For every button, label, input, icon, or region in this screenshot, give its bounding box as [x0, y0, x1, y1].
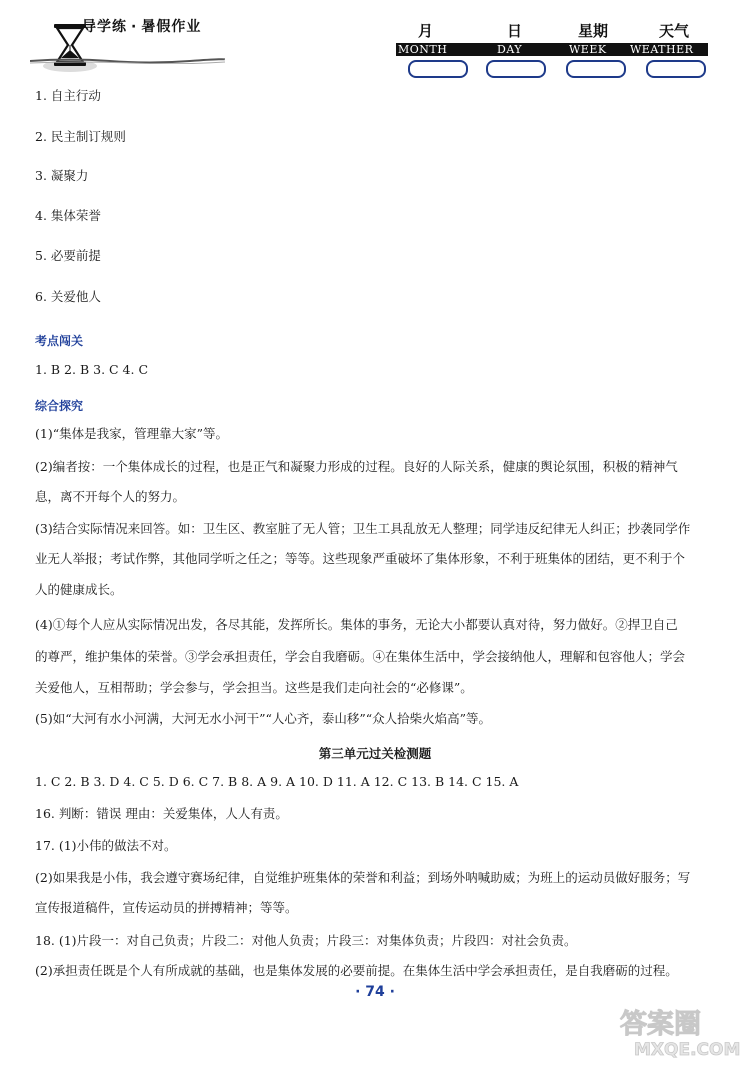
list-item: 3. 凝聚力	[35, 168, 89, 183]
answer-line: 宣传报道稿件，宣传运动员的拼搏精神；等等。	[35, 900, 298, 915]
brand-underline	[30, 58, 225, 64]
date-week-box[interactable]	[566, 60, 626, 78]
answer-line: 1. B 2. B 3. C 4. C	[35, 362, 149, 377]
date-month-box[interactable]	[408, 60, 468, 78]
answer-line: (3)结合实际情况来回答。如：卫生区、教室脏了无人管；卫生工具乱放无人整理；同学违反纪律无人纠正；抄袭同学作	[35, 521, 691, 536]
date-weather-label: 天气	[659, 22, 690, 40]
section-heading-kaodian: 考点闯关	[35, 334, 84, 348]
brand-separator: ·	[131, 19, 138, 35]
list-item: 1. 自主行动	[35, 88, 101, 103]
brand-name: 导学练	[82, 19, 127, 35]
date-day-english: DAY	[497, 43, 523, 56]
answer-line: 18. (1)片段一：对自己负责；片段二：对他人负责；片段三：对集体负责；片段四：对社会负责。	[35, 933, 577, 948]
answer-line: 关爱他人，互相帮助；学会参与，学会担当。这些是我们走向社会的“必修课”。	[35, 680, 473, 695]
date-weather-box[interactable]	[646, 60, 706, 78]
answer-line: (2)编者按：一个集体成长的过程，也是正气和凝聚力形成的过程。良好的人际关系，健康的舆论氛围，积极的精神气	[35, 459, 678, 474]
date-month-english: MONTH	[398, 43, 448, 56]
date-month-label: 月	[418, 22, 434, 40]
answer-line: 人的健康成长。	[35, 582, 123, 597]
answer-line: (5)如“大河有水小河满，大河无水小河干”“人心齐，泰山移”“众人拾柴火焰高”等。	[35, 711, 492, 726]
page-number: · 74 ·	[355, 984, 395, 1000]
date-day-label: 日	[507, 22, 523, 40]
answer-line: (4)①每个人应从实际情况出发，各尽其能，发挥所长。集体的事务，无论大小都要认真对待，努力做好。②捍卫自己	[35, 617, 678, 632]
list-item: 4. 集体荣誉	[35, 208, 101, 223]
answer-line: 1. C 2. B 3. D 4. C 5. D 6. C 7. B 8. A 9. A 10. D 11. A 12. C 13. B 14. C 15. A	[35, 774, 519, 789]
date-weather-english: WEATHER	[630, 43, 694, 56]
unit-test-title: 第三单元过关检测题	[318, 746, 432, 761]
list-item: 6. 关爱他人	[35, 289, 101, 304]
brand-subtitle: 暑假作业	[141, 19, 202, 35]
answer-line: 业无人举报；考试作弊，其他同学听之任之；等等。这些现象严重破坏了集体形象，不利于班集体的团结，更不利于个	[35, 551, 686, 566]
answer-line: (2)承担责任既是个人有所成就的基础，也是集体发展的必要前提。在集体生活中学会承担责任，是自我磨砺的过程。	[35, 963, 678, 978]
date-week-english: WEEK	[569, 43, 607, 56]
list-item: 5. 必要前提	[35, 248, 101, 263]
answer-line: (2)如果我是小伟，我会遵守赛场纪律，自觉维护班集体的荣誉和利益；到场外呐喊助威；为班上的运动员做好服务；写	[35, 870, 691, 885]
answer-line: (1)“集体是我家，管理靠大家”等。	[35, 426, 228, 441]
brand-title	[82, 16, 201, 36]
watermark-url: MXQE.COM	[634, 1040, 741, 1060]
answer-line: 的尊严，维护集体的荣誉。③学会承担责任，学会自我磨砺。④在集体生活中，学会接纳他人，理解和包容他人；学会	[35, 649, 686, 664]
answer-line: 息，离不开每个人的努力。	[35, 489, 186, 504]
answer-line: 16. 判断：错误 理由：关爱集体，人人有责。	[35, 806, 288, 821]
section-heading-zonghe: 综合探究	[35, 399, 84, 413]
date-day-box[interactable]	[486, 60, 546, 78]
list-item: 2. 民主制订规则	[35, 129, 126, 144]
answer-line: 17. (1)小伟的做法不对。	[35, 838, 177, 853]
watermark-logo: 答案圈	[620, 1009, 701, 1040]
date-week-label: 星期	[578, 22, 609, 40]
